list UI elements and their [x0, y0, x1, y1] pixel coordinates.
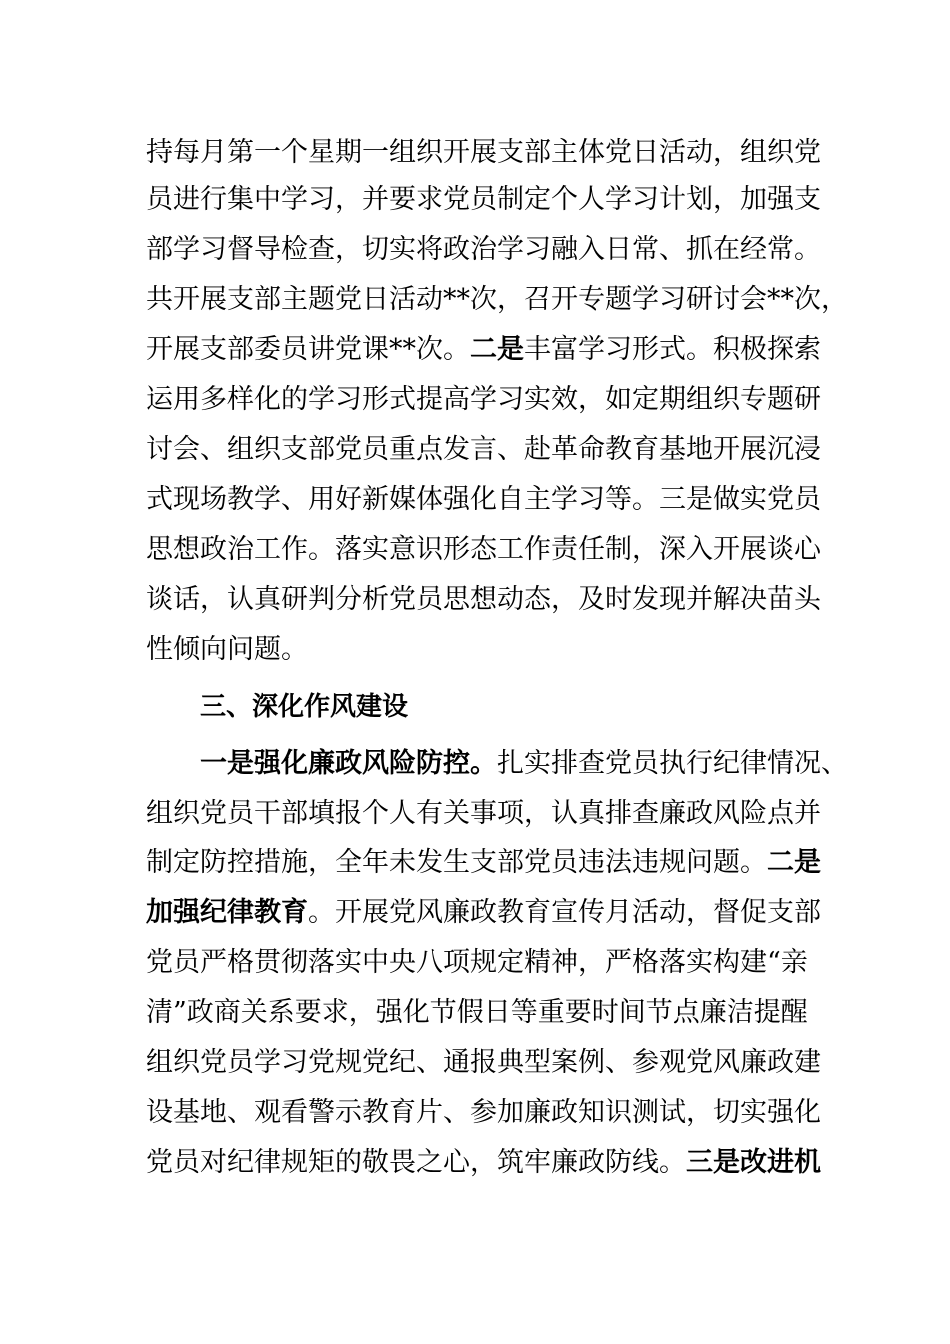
text-line: 组织党员干部填报个人有关事项，认真排查廉政风险点并 — [146, 798, 821, 829]
text-run: 开展支部委员讲党课**次。 — [146, 334, 470, 365]
text-line — [146, 843, 821, 883]
bold-text-run: 加强纪律教育 — [146, 897, 308, 928]
text-line: 组织党员学习党规党纪、通报典型案例、参观党风廉政建 — [146, 1047, 821, 1078]
text-line: 员进行集中学习，并要求党员制定个人学习计划，加强支 — [146, 184, 821, 215]
text-line: 谈话，认真研判分析党员思想动态，及时发现并解决苗头 — [146, 584, 821, 615]
text-line — [146, 893, 821, 933]
text-line: 运用多样化的学习形式提高学习实效，如定期组织专题研 — [146, 384, 821, 415]
text-line — [146, 1143, 821, 1183]
text-line: 共开展支部主题党日活动**次，召开专题学习研讨会**次， — [146, 284, 848, 315]
text-run: 党员对纪律规矩的敬畏之心，筑牢廉政防线。 — [146, 1147, 686, 1178]
section-heading: 三、深化作风建设 — [200, 692, 409, 722]
bold-text-run: 一是强化廉政风险防控。 — [200, 748, 497, 779]
text-line: 部学习督导检查，切实将政治学习融入日常、抓在经常。 — [146, 234, 821, 265]
text-line: 讨会、组织支部党员重点发言、赴革命教育基地开展沉浸 — [146, 434, 821, 465]
text-run: 。开展党风廉政教育宣传月活动，督促支部 — [308, 897, 821, 928]
bold-text-run: 二是 — [767, 847, 821, 878]
text-run: 制定防控措施，全年未发生支部党员违法违规问题。 — [146, 847, 767, 878]
text-line: 清”政商关系要求，强化节假日等重要时间节点廉洁提醒 — [146, 997, 808, 1028]
bold-text-run: 二是 — [470, 334, 524, 365]
text-line: 式现场教学、用好新媒体强化自主学习等。三是做实党员 — [146, 484, 821, 515]
text-line: 性倾向问题。 — [146, 634, 308, 665]
text-line: 设基地、观看警示教育片、参加廉政知识测试，切实强化 — [146, 1097, 821, 1128]
text-line: 持每月第一个星期一组织开展支部主体党日活动，组织党 — [146, 137, 821, 168]
bold-text-run: 三是改进机 — [686, 1147, 821, 1178]
text-run: 丰富学习形式。积极探索 — [524, 334, 821, 365]
text-line: 思想政治工作。落实意识形态工作责任制，深入开展谈心 — [146, 534, 821, 565]
text-line — [146, 330, 821, 370]
text-run: 扎实排查党员执行纪律情况、 — [497, 748, 848, 779]
text-line — [200, 744, 848, 784]
text-line: 党员严格贯彻落实中央八项规定精神，严格落实构建“亲 — [146, 947, 808, 978]
